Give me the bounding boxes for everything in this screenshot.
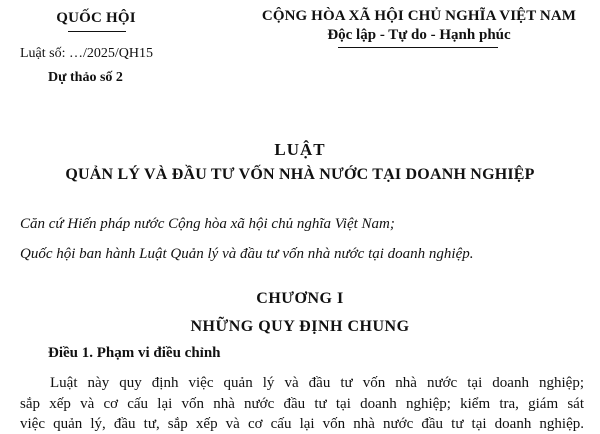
authority-underline xyxy=(68,31,126,32)
chapter-number: CHƯƠNG I xyxy=(256,290,344,307)
document-type: LUẬT xyxy=(274,140,326,159)
article-text-line xyxy=(20,416,584,433)
article-text-line xyxy=(20,396,584,413)
document-title: QUẢN LÝ VÀ ĐẦU TƯ VỐN NHÀ NƯỚC TẠI DOANH NGHIỆP xyxy=(65,166,535,183)
article-text-line xyxy=(50,375,584,392)
draft-label: Dự thảo số 2 xyxy=(48,70,123,85)
motto-underline xyxy=(338,47,498,48)
national-title: CỘNG HÒA XÃ HỘI CHỦ NGHĨA VIỆT NAM xyxy=(261,8,577,24)
article-heading: Điều 1. Phạm vi điều chỉnh xyxy=(48,345,221,361)
article-text: việc quản lý, đầu tư, sắp xếp và cơ cấu lại vốn nhà nước đầu tư tại doanh nghiệp. xyxy=(20,416,584,432)
legal-basis-line: Căn cứ Hiến pháp nước Cộng hòa xã hội chủ nghĩa Việt Nam; xyxy=(20,216,395,232)
national-motto: Độc lập - Tự do - Hạnh phúc xyxy=(327,27,511,43)
issuing-authority: QUỐC HỘI xyxy=(56,10,136,26)
article-text: Luật này quy định việc quản lý và đầu tư vốn nhà nước tại doanh nghiệp; xyxy=(50,375,584,391)
law-number: Luật số: …/2025/QH15 xyxy=(20,46,153,61)
chapter-title: NHỮNG QUY ĐỊNH CHUNG xyxy=(190,318,410,335)
enactment-line: Quốc hội ban hành Luật Quản lý và đầu tư vốn nhà nước tại doanh nghiệp. xyxy=(20,246,474,262)
article-text: sắp xếp và cơ cấu lại vốn nhà nước đầu tư tại doanh nghiệp; kiểm tra, giám sát xyxy=(20,396,584,412)
